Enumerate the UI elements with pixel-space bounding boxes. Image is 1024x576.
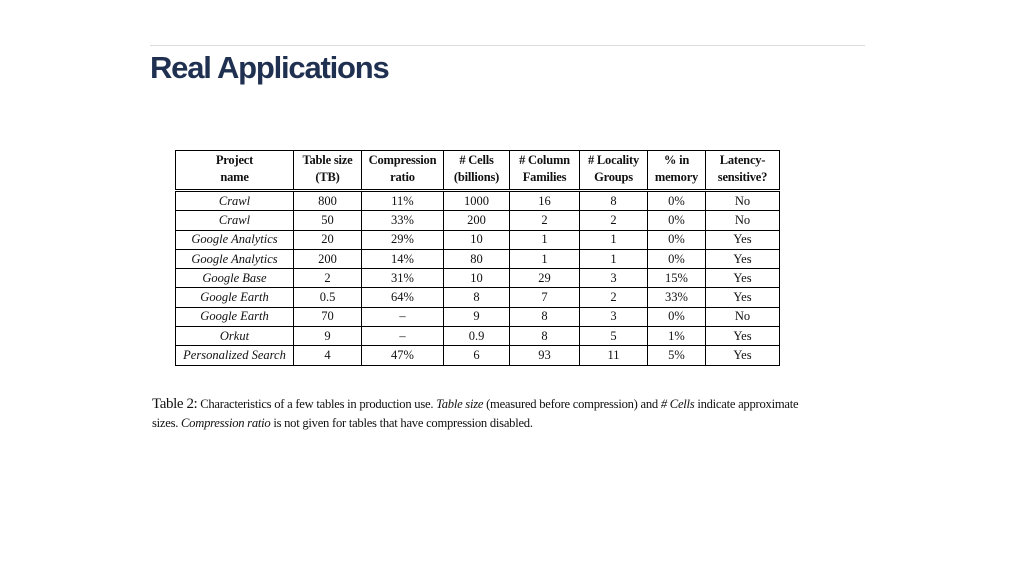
cell-size: 200: [294, 249, 362, 268]
header-table-size: Table size (TB): [294, 151, 362, 191]
cell-column-families: 16: [510, 191, 580, 211]
cell-cells: 9: [444, 307, 510, 326]
cell-compression: 14%: [362, 249, 444, 268]
table-row: [176, 249, 780, 268]
cell-latency: Yes: [706, 249, 780, 268]
cell-latency: No: [706, 191, 780, 211]
cell-column-families: 7: [510, 288, 580, 307]
caption-text: Characteristics of a few tables in production use.: [197, 397, 437, 411]
table-row: [176, 346, 780, 365]
cell-size: 2: [294, 269, 362, 288]
cell-locality-groups: 5: [580, 327, 648, 346]
cell-compression: 33%: [362, 211, 444, 230]
cell-in-memory: 0%: [648, 307, 706, 326]
cell-project: Crawl: [176, 191, 294, 211]
cell-latency: Yes: [706, 346, 780, 365]
cell-column-families: 29: [510, 269, 580, 288]
table-row: [176, 191, 780, 211]
cell-latency: Yes: [706, 327, 780, 346]
cell-cells: 8: [444, 288, 510, 307]
cell-project: Orkut: [176, 327, 294, 346]
table-figure: [175, 150, 779, 366]
cell-size: 70: [294, 307, 362, 326]
caption-term: # Cells: [660, 397, 695, 411]
header-latency-sensitive: Latency- sensitive?: [706, 151, 780, 191]
cell-column-families: 1: [510, 230, 580, 249]
header-row: [176, 151, 780, 191]
cell-cells: 200: [444, 211, 510, 230]
cell-latency: No: [706, 307, 780, 326]
cell-compression: 31%: [362, 269, 444, 288]
cell-compression: –: [362, 327, 444, 346]
cell-locality-groups: 1: [580, 249, 648, 268]
table-row: [176, 288, 780, 307]
cell-in-memory: 0%: [648, 191, 706, 211]
cell-project: Google Earth: [176, 288, 294, 307]
header-project-name: Project name: [176, 151, 294, 191]
cell-size: 9: [294, 327, 362, 346]
cell-size: 4: [294, 346, 362, 365]
header-column-families: # Column Families: [510, 151, 580, 191]
cell-locality-groups: 3: [580, 307, 648, 326]
cell-size: 20: [294, 230, 362, 249]
cell-in-memory: 0%: [648, 211, 706, 230]
cell-cells: 6: [444, 346, 510, 365]
cell-project: Google Analytics: [176, 249, 294, 268]
cell-in-memory: 15%: [648, 269, 706, 288]
cell-locality-groups: 11: [580, 346, 648, 365]
cell-compression: 29%: [362, 230, 444, 249]
cell-cells: 80: [444, 249, 510, 268]
table-row: [176, 269, 780, 288]
cell-locality-groups: 3: [580, 269, 648, 288]
cell-latency: Yes: [706, 230, 780, 249]
caption-text: is not given for tables that have compression disabled.: [270, 416, 533, 430]
table-caption: [152, 395, 812, 433]
table-row: [176, 211, 780, 230]
cell-in-memory: 0%: [648, 230, 706, 249]
caption-text: (measured before compression) and: [483, 397, 661, 411]
cell-size: 0.5: [294, 288, 362, 307]
cell-size: 800: [294, 191, 362, 211]
header-in-memory: % in memory: [648, 151, 706, 191]
cell-project: Crawl: [176, 211, 294, 230]
caption-term: Table size: [436, 397, 484, 411]
cell-locality-groups: 1: [580, 230, 648, 249]
top-divider: [150, 45, 865, 46]
header-compression-ratio: Compression ratio: [362, 151, 444, 191]
cell-project: Personalized Search: [176, 346, 294, 365]
cell-project: Google Base: [176, 269, 294, 288]
cell-column-families: 8: [510, 327, 580, 346]
table-row: [176, 307, 780, 326]
production-tables: [175, 150, 780, 366]
cell-latency: Yes: [706, 269, 780, 288]
cell-latency: No: [706, 211, 780, 230]
cell-column-families: 1: [510, 249, 580, 268]
cell-latency: Yes: [706, 288, 780, 307]
caption-label: Table 2:: [152, 396, 198, 412]
cell-project: Google Earth: [176, 307, 294, 326]
cell-compression: 11%: [362, 191, 444, 211]
caption-term: Compression ratio: [181, 416, 271, 430]
cell-in-memory: 1%: [648, 327, 706, 346]
cell-in-memory: 5%: [648, 346, 706, 365]
cell-compression: 47%: [362, 346, 444, 365]
table-row: [176, 327, 780, 346]
cell-column-families: 2: [510, 211, 580, 230]
cell-cells: 0.9: [444, 327, 510, 346]
table-row: [176, 230, 780, 249]
caption-text: indicate approximate sizes.: [152, 397, 799, 430]
cell-cells: 10: [444, 230, 510, 249]
header-cells: # Cells (billions): [444, 151, 510, 191]
cell-size: 50: [294, 211, 362, 230]
cell-locality-groups: 2: [580, 211, 648, 230]
cell-cells: 1000: [444, 191, 510, 211]
cell-project: Google Analytics: [176, 230, 294, 249]
slide-title: Real Applications: [150, 50, 389, 85]
cell-locality-groups: 8: [580, 191, 648, 211]
header-locality-groups: # Locality Groups: [580, 151, 648, 191]
cell-in-memory: 33%: [648, 288, 706, 307]
cell-cells: 10: [444, 269, 510, 288]
cell-column-families: 8: [510, 307, 580, 326]
cell-in-memory: 0%: [648, 249, 706, 268]
cell-compression: –: [362, 307, 444, 326]
cell-column-families: 93: [510, 346, 580, 365]
cell-compression: 64%: [362, 288, 444, 307]
cell-locality-groups: 2: [580, 288, 648, 307]
